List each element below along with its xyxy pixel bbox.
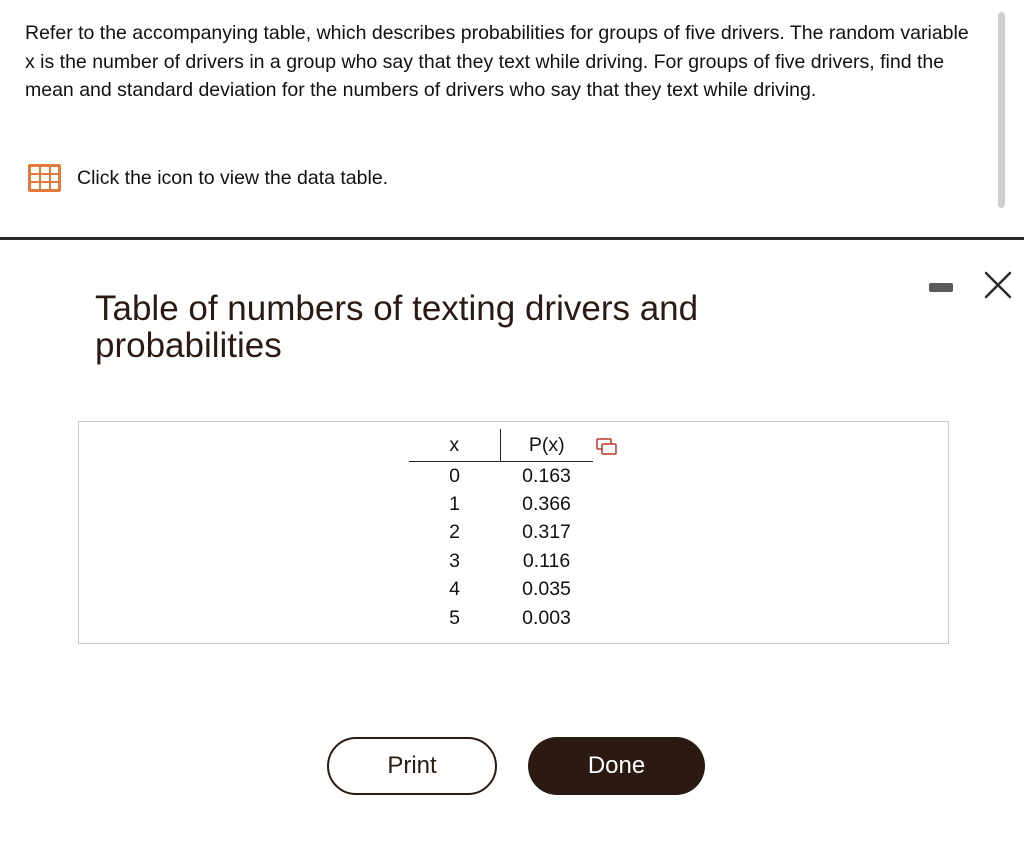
- cell-px: 0.035: [522, 578, 571, 601]
- table-header-row: [409, 429, 593, 462]
- table-row: [409, 490, 593, 518]
- table-icon[interactable]: [28, 164, 61, 192]
- dialog-title: Table of numbers of texting drivers and probabilities: [95, 289, 699, 365]
- print-button[interactable]: Print: [327, 737, 497, 795]
- question-text: Refer to the accompanying table, which describes probabilities for groups of five drivers. The random variable x is the number of drivers in a group who say that they text while driving. For groups of five drivers, find the mean and standard deviation for the numbers of drivers who say that they text while driving.: [25, 22, 969, 101]
- cell-px: 0.003: [522, 606, 571, 629]
- header-px: P(x): [528, 434, 565, 456]
- data-table-link[interactable]: [28, 164, 388, 192]
- minimize-icon[interactable]: [929, 283, 953, 292]
- header-x: x: [409, 429, 501, 461]
- cell-x: 1: [449, 493, 460, 516]
- data-table-link-text[interactable]: Click the icon to view the data table.: [77, 166, 389, 189]
- copy-icon[interactable]: [596, 438, 618, 456]
- cell-x: 4: [449, 578, 460, 601]
- cell-x: 0: [449, 464, 460, 487]
- done-button[interactable]: Done: [528, 737, 705, 795]
- table-row: [409, 604, 593, 632]
- probability-table: [409, 429, 593, 632]
- divider: [0, 237, 1024, 240]
- cell-x: 2: [449, 521, 460, 544]
- cell-px: 0.366: [522, 493, 571, 516]
- close-icon[interactable]: [983, 270, 1013, 300]
- table-row: [409, 576, 593, 604]
- scrollbar[interactable]: [998, 12, 1005, 208]
- cell-px: 0.116: [522, 549, 571, 572]
- table-row: [409, 462, 593, 490]
- cell-x: 5: [449, 606, 460, 629]
- cell-px: 0.317: [522, 521, 571, 544]
- table-row: [409, 519, 593, 547]
- cell-px: 0.163: [522, 464, 571, 487]
- cell-x: 3: [449, 549, 460, 572]
- table-row: [409, 547, 593, 575]
